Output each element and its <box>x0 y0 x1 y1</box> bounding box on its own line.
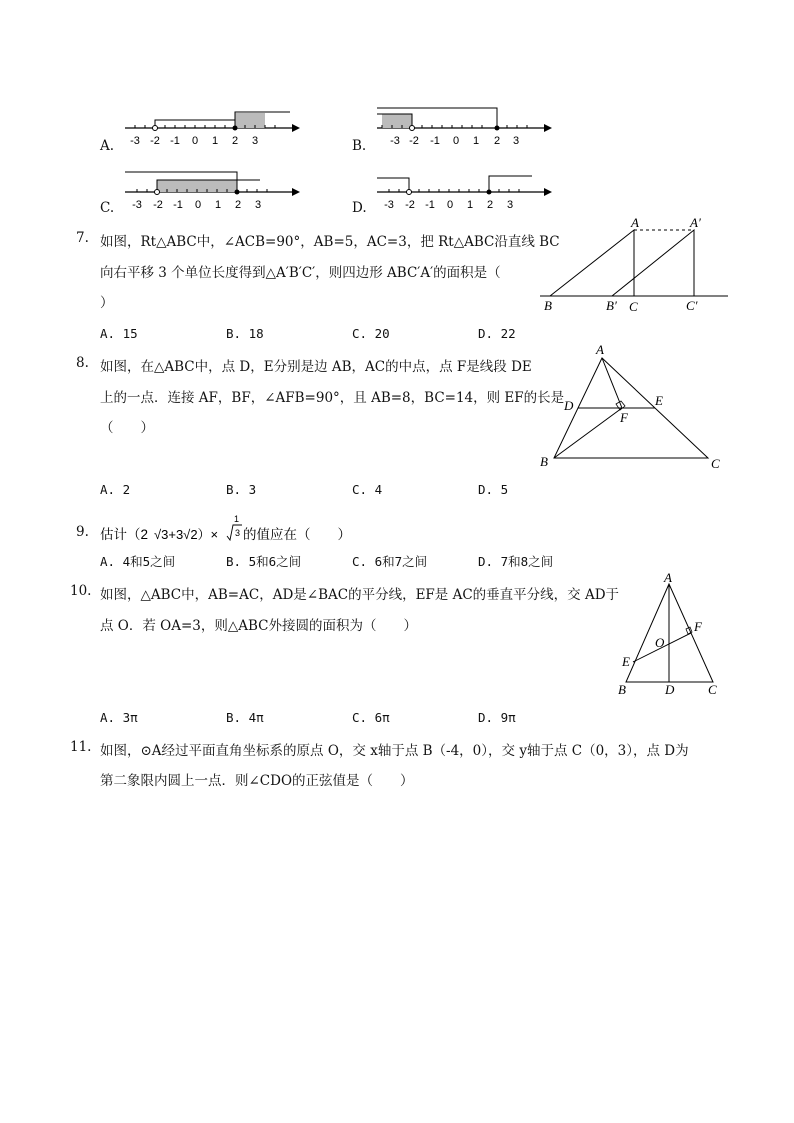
q8-figure <box>536 340 730 476</box>
svg-text:-1: -1 <box>430 135 440 147</box>
q9-number: 9. <box>76 524 89 540</box>
q10-choice-a[interactable]: A. 3π <box>100 710 138 725</box>
svg-text:的值应在（ ）: 的值应在（ ） <box>243 527 351 542</box>
q10-choice-b[interactable]: B. 4π <box>226 710 264 725</box>
q6-option-d-number-line <box>372 168 552 213</box>
q7-text-line3: ） <box>100 295 114 311</box>
q6-option-a-number-line <box>120 108 300 153</box>
svg-text:A′: A′ <box>690 216 701 230</box>
svg-text:3: 3 <box>506 199 514 211</box>
svg-text:E: E <box>622 654 630 669</box>
svg-text:2: 2 <box>486 199 494 211</box>
q6-option-b-number-line <box>372 104 552 153</box>
q7-choice-a[interactable]: A. 15 <box>100 326 138 341</box>
svg-text:O: O <box>655 635 665 650</box>
q7-number: 7. <box>76 230 89 246</box>
svg-text:F: F <box>620 410 628 425</box>
q8-choice-b[interactable]: B. 3 <box>226 482 257 497</box>
svg-text:D: D <box>564 398 574 413</box>
svg-text:B: B <box>618 682 626 697</box>
svg-text:0: 0 <box>452 135 460 147</box>
svg-text:A: A <box>664 570 672 585</box>
q7-choice-d[interactable]: D. 22 <box>478 326 516 341</box>
q8-text-line1: 如图，在△ABC中，点 D，E分别是边 AB，AC的中点，点 F是线段 DE <box>100 359 532 375</box>
q7-text-line1: 如图，Rt△ABC中，∠ACB=90°，AB=5，AC=3，把 Rt△ABC沿直线 BC <box>100 234 560 250</box>
svg-text:3: 3 <box>235 528 241 538</box>
q9-choice-d[interactable]: D. 7和8之间 <box>478 554 554 569</box>
svg-text:2: 2 <box>234 199 242 211</box>
q6-option-c-number-line <box>120 168 300 213</box>
q6-option-d-label: D. <box>352 200 367 216</box>
q10-text-line1: 如图，△ABC中，AB=AC，AD是∠BAC的平分线，EF是 AC的垂直平分线，交 AD于 <box>100 587 620 603</box>
svg-text:-3: -3 <box>384 199 394 211</box>
q6-option-b-label: B. <box>352 138 367 154</box>
q8-choice-a[interactable]: A. 2 <box>100 482 131 497</box>
svg-text:B: B <box>540 454 548 469</box>
svg-text:1: 1 <box>214 199 222 211</box>
svg-text:3: 3 <box>512 135 520 147</box>
svg-text:-2: -2 <box>150 135 160 147</box>
svg-text:2: 2 <box>493 135 501 147</box>
svg-text:C′: C′ <box>686 298 698 313</box>
q11-text-line1: 如图，⊙A经过平面直角坐标系的原点 O，交 x轴于点 B（-4，0），交 y轴于点 C（0，3），点 D为 <box>100 743 689 759</box>
q10-text-line2: 点 O．若 OA=3，则△ABC外接圆的面积为（ ） <box>100 618 417 634</box>
svg-text:0: 0 <box>194 199 202 211</box>
q8-choice-d[interactable]: D. 5 <box>478 482 509 497</box>
q10-figure <box>612 570 728 700</box>
svg-text:1: 1 <box>211 135 219 147</box>
q7-figure <box>536 216 730 316</box>
svg-text:-1: -1 <box>170 135 180 147</box>
q8-choice-c[interactable]: C. 4 <box>352 482 383 497</box>
svg-text:B′: B′ <box>606 298 617 313</box>
svg-text:3: 3 <box>254 199 262 211</box>
q9-text-line1 <box>100 514 360 550</box>
q8-text-line3: （ ） <box>100 420 154 436</box>
svg-text:-2: -2 <box>153 199 163 211</box>
svg-text:-3: -3 <box>130 135 140 147</box>
q9-choice-a[interactable]: A. 4和5之间 <box>100 554 176 569</box>
q7-text-line2: 向右平移 3 个单位长度得到△A′B′C′，则四边形 ABC′A′的面积是（ <box>100 265 501 281</box>
q10-number: 10. <box>70 583 92 599</box>
svg-text:C: C <box>708 682 717 697</box>
svg-text:-1: -1 <box>173 199 183 211</box>
svg-text:3: 3 <box>251 135 259 147</box>
q7-choice-b[interactable]: B. 18 <box>226 326 264 341</box>
svg-text:1: 1 <box>234 514 240 524</box>
q10-choice-d[interactable]: D. 9π <box>478 710 516 725</box>
q9-choice-c[interactable]: C. 6和7之间 <box>352 554 428 569</box>
svg-text:B: B <box>544 298 552 313</box>
svg-text:1: 1 <box>466 199 474 211</box>
svg-text:-2: -2 <box>409 135 419 147</box>
q6-option-c-label: C. <box>100 200 115 216</box>
q11-text-line2: 第二象限内圆上一点．则∠CDO的正弦值是（ ） <box>100 773 414 789</box>
svg-text:C: C <box>629 299 638 314</box>
svg-text:-3: -3 <box>132 199 142 211</box>
svg-text:-2: -2 <box>405 199 415 211</box>
svg-text:1: 1 <box>472 135 480 147</box>
q8-text-line2: 上的一点．连接 AF，BF，∠AFB=90°，且 AB=8，BC=14，则 EF的长是 <box>100 390 565 406</box>
svg-text:√3+3√2）×: √3+3√2）× <box>154 527 219 542</box>
svg-text:A: A <box>631 216 639 230</box>
svg-text:-3: -3 <box>390 135 400 147</box>
q7-choice-c[interactable]: C. 20 <box>352 326 390 341</box>
svg-text:估计（2: 估计（2 <box>100 527 149 542</box>
q9-choice-b[interactable]: B. 5和6之间 <box>226 554 302 569</box>
svg-text:0: 0 <box>191 135 199 147</box>
svg-text:D: D <box>665 682 675 697</box>
svg-text:C: C <box>711 456 720 471</box>
svg-text:-1: -1 <box>425 199 435 211</box>
q11-number: 11. <box>70 739 92 755</box>
q6-option-a-label: A. <box>100 138 115 154</box>
q10-choice-c[interactable]: C. 6π <box>352 710 390 725</box>
svg-text:0: 0 <box>446 199 454 211</box>
q8-number: 8. <box>76 355 89 371</box>
svg-text:F: F <box>694 619 702 634</box>
svg-text:A: A <box>596 342 604 357</box>
svg-text:E: E <box>655 393 663 408</box>
svg-text:2: 2 <box>231 135 239 147</box>
